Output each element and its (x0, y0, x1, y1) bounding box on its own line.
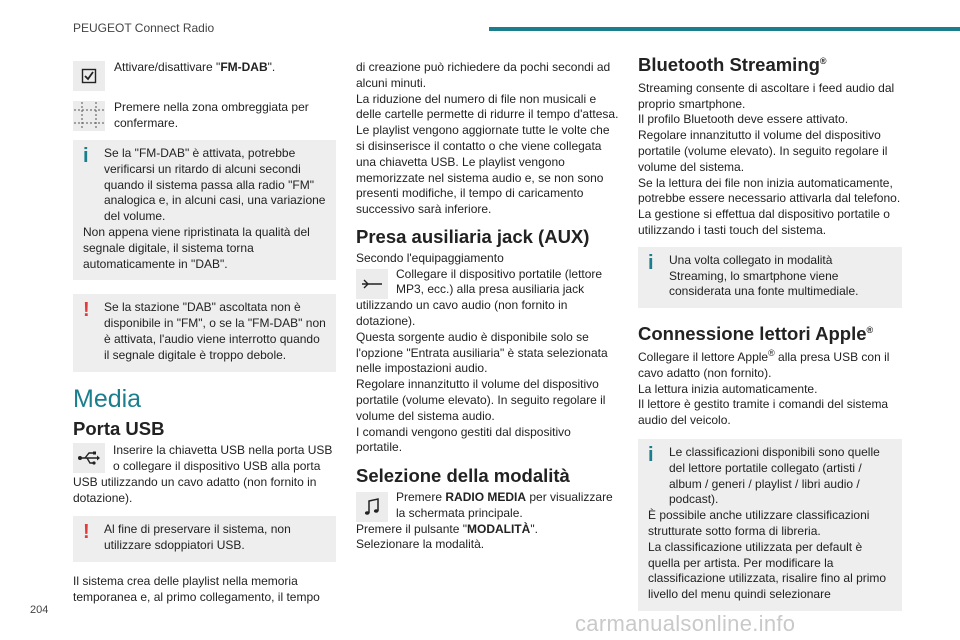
paragraph: La gestione si effettua dal dispositivo portatile o utilizzando i tasti touch del sistema. (638, 207, 890, 237)
section-title-media: Media (73, 384, 142, 413)
warning-note-text: Al fine di preservare il sistema, non utilizzare sdoppiatori USB. (104, 522, 291, 553)
dashed-square-icon (73, 101, 105, 131)
usb-icon (73, 443, 105, 473)
toggle-text-post: ". (267, 60, 276, 74)
mode-btn-post: ". (530, 521, 538, 536)
music-note-icon (356, 492, 388, 522)
aux-equipment-note: Secondo l'equipaggiamento (356, 250, 504, 265)
running-header: PEUGEOT Connect Radio (73, 21, 215, 35)
confirm-step (73, 100, 336, 132)
warning-exclamation-icon: ! (83, 299, 90, 322)
bt-title-sup: ® (819, 55, 827, 66)
warning-note-dab (73, 294, 336, 371)
apple-p1-sup: ® (768, 347, 775, 358)
apple-p1-post: alla presa USB con il cavo adatto (non fornito). (638, 349, 890, 380)
paragraph: Questa sorgente audio è disponibile solo se l'opzione "Entrata ausiliaria" è stata selezionata nelle impostazioni audio. (356, 329, 608, 376)
heading-apple-connection (638, 323, 902, 345)
paragraph: Streaming consente di ascoltare i feed audio dal proprio smartphone. (638, 80, 895, 111)
heading-mode-selection: Selezione della modalità (356, 465, 570, 487)
column-1 (73, 48, 336, 606)
info-note-para: Le classificazioni disponibili sono quelle del lettore portatile collegato (artisti / album / generi / playlist / libri audio / podcast). (669, 444, 880, 507)
info-icon: i (648, 251, 654, 274)
mode-button-text (356, 522, 619, 538)
aux-jack-icon (356, 269, 388, 299)
info-note-para: Non appena viene ripristinata la qualità del segnale digitale, il sistema torna automaticamente in "DAB". (83, 224, 310, 271)
apple-title-text: Connessione lettori Apple (638, 323, 867, 345)
mode-btn-pre: Premere il pulsante " (356, 521, 467, 536)
info-icon: i (83, 145, 89, 167)
info-note-streaming (638, 247, 902, 308)
apple-title-sup: ® (866, 325, 874, 335)
heading-aux: Presa ausiliaria jack (AUX) (356, 225, 590, 247)
mode-text-pre: Premere (396, 489, 446, 504)
paragraph: Regolare innanzitutto il volume del dispositivo portatile (volume elevato). In seguito regolare il volume del sistema audio. (356, 377, 606, 423)
header-accent-bar (489, 27, 960, 31)
info-icon: i (648, 443, 654, 466)
paragraph: I comandi vengono gestiti dal dispositivo portatile. (356, 424, 571, 455)
paragraph: Le playlist vengono aggiornate tutte le volte che si disinserisce il contatto o che viene collegata una chiavetta USB. Le playlist vengono memorizzate nel sistema audio e, se non sono presenti modifiche, il tempo di caricamento successivo sarà inferiore. (356, 123, 610, 217)
watermark: carmanualsonline.info (575, 611, 796, 636)
paragraph: Il lettore è gestito tramite i comandi del sistema audio del veicolo. (638, 397, 889, 428)
info-note-para: Una volta collegato in modalità Streaming, lo smartphone viene considerata una fonte multimediale. (669, 252, 859, 299)
mode-text-post: per visualizzare la schermata principale. (396, 489, 613, 520)
confirm-text: Premere nella zona ombreggiata per confermare. (114, 100, 309, 130)
warning-note-text: Se la stazione "DAB" ascoltata non è disponibile in "FM", o se la "FM-DAB" non è attivata, l'audio viene interrotto quando il segnale digitale è troppo debole. (104, 300, 326, 362)
apple-p1-pre: Collegare il lettore Apple (638, 349, 769, 364)
toggle-text-pre: Attivare/disattivare " (114, 60, 221, 74)
aux-step (356, 267, 619, 330)
fm-dab-toggle-step (73, 60, 336, 92)
playlist-text: Il sistema crea delle playlist nella memoria temporanea e, al primo collegamento, il tempo (73, 573, 320, 604)
mode-step (356, 490, 619, 522)
checkbox-tick-icon (73, 61, 105, 91)
usb-text: Inserire la chiavetta USB nella porta USB o collegare il dispositivo USB alla porta USB utilizzando un cavo adatto (non fornito in dotazione). (73, 443, 333, 505)
bt-title-text: Bluetooth Streaming (638, 54, 820, 75)
apple-connect-text (638, 347, 902, 382)
paragraph: Se la lettura dei file non inizia automaticamente, potrebbe essere necessario attivarla dal telefono. (638, 175, 901, 206)
page-number: 204 (30, 604, 49, 616)
column-3 (638, 54, 902, 611)
info-note-para: Se la "FM-DAB" è attivata, potrebbe verificarsi un ritardo di alcuni secondi quando il sistema passa alla radio "FM" analogica e, in alcuni casi, una variazione del volume. (104, 146, 326, 224)
paragraph: Regolare innanzitutto il volume del dispositivo portatile (volume elevato). In seguito regolare il volume del sistema. (638, 128, 888, 174)
info-note-fm-dab (73, 140, 336, 280)
mode-text (356, 490, 619, 522)
mode-btn-bold: MODALITÀ (466, 521, 531, 536)
warning-exclamation-icon: ! (83, 521, 90, 544)
info-note-apple (638, 439, 902, 611)
mode-text-bold: RADIO MEDIA (445, 489, 527, 504)
paragraph: La riduzione del numero di file non musicali e delle cartelle permette di ridurre il tempo d'attesa. (356, 91, 619, 122)
paragraph: La lettura inizia automaticamente. (638, 381, 818, 396)
paragraph: Il profilo Bluetooth deve essere attivato. (638, 112, 849, 127)
paragraph: di creazione può richiedere da pochi secondi ad alcuni minuti. (356, 60, 611, 90)
column-2 (356, 60, 619, 553)
info-note-para: È possibile anche utilizzare classificazioni strutturate sotto forma di libreria. (648, 508, 870, 538)
paragraph: Selezionare la modalità. (356, 537, 485, 552)
heading-usb-port: Porta USB (73, 418, 165, 440)
info-note-para: La classificazione utilizzata per default è quella per artista. Per modificare la classificazione utilizzata, risalire fino al primo livello del menu quindi selezionare (648, 539, 887, 602)
aux-text: Collegare il dispositivo portatile (lettore MP3, ecc.) alla presa ausiliaria jack utilizzando un cavo audio (non fornito in dotazione). (356, 266, 603, 328)
toggle-text-bold: FM-DAB (220, 60, 268, 74)
fm-dab-toggle-text (114, 60, 336, 76)
heading-bluetooth-streaming (638, 54, 902, 75)
warning-note-usb (73, 516, 336, 562)
usb-step (73, 443, 336, 506)
